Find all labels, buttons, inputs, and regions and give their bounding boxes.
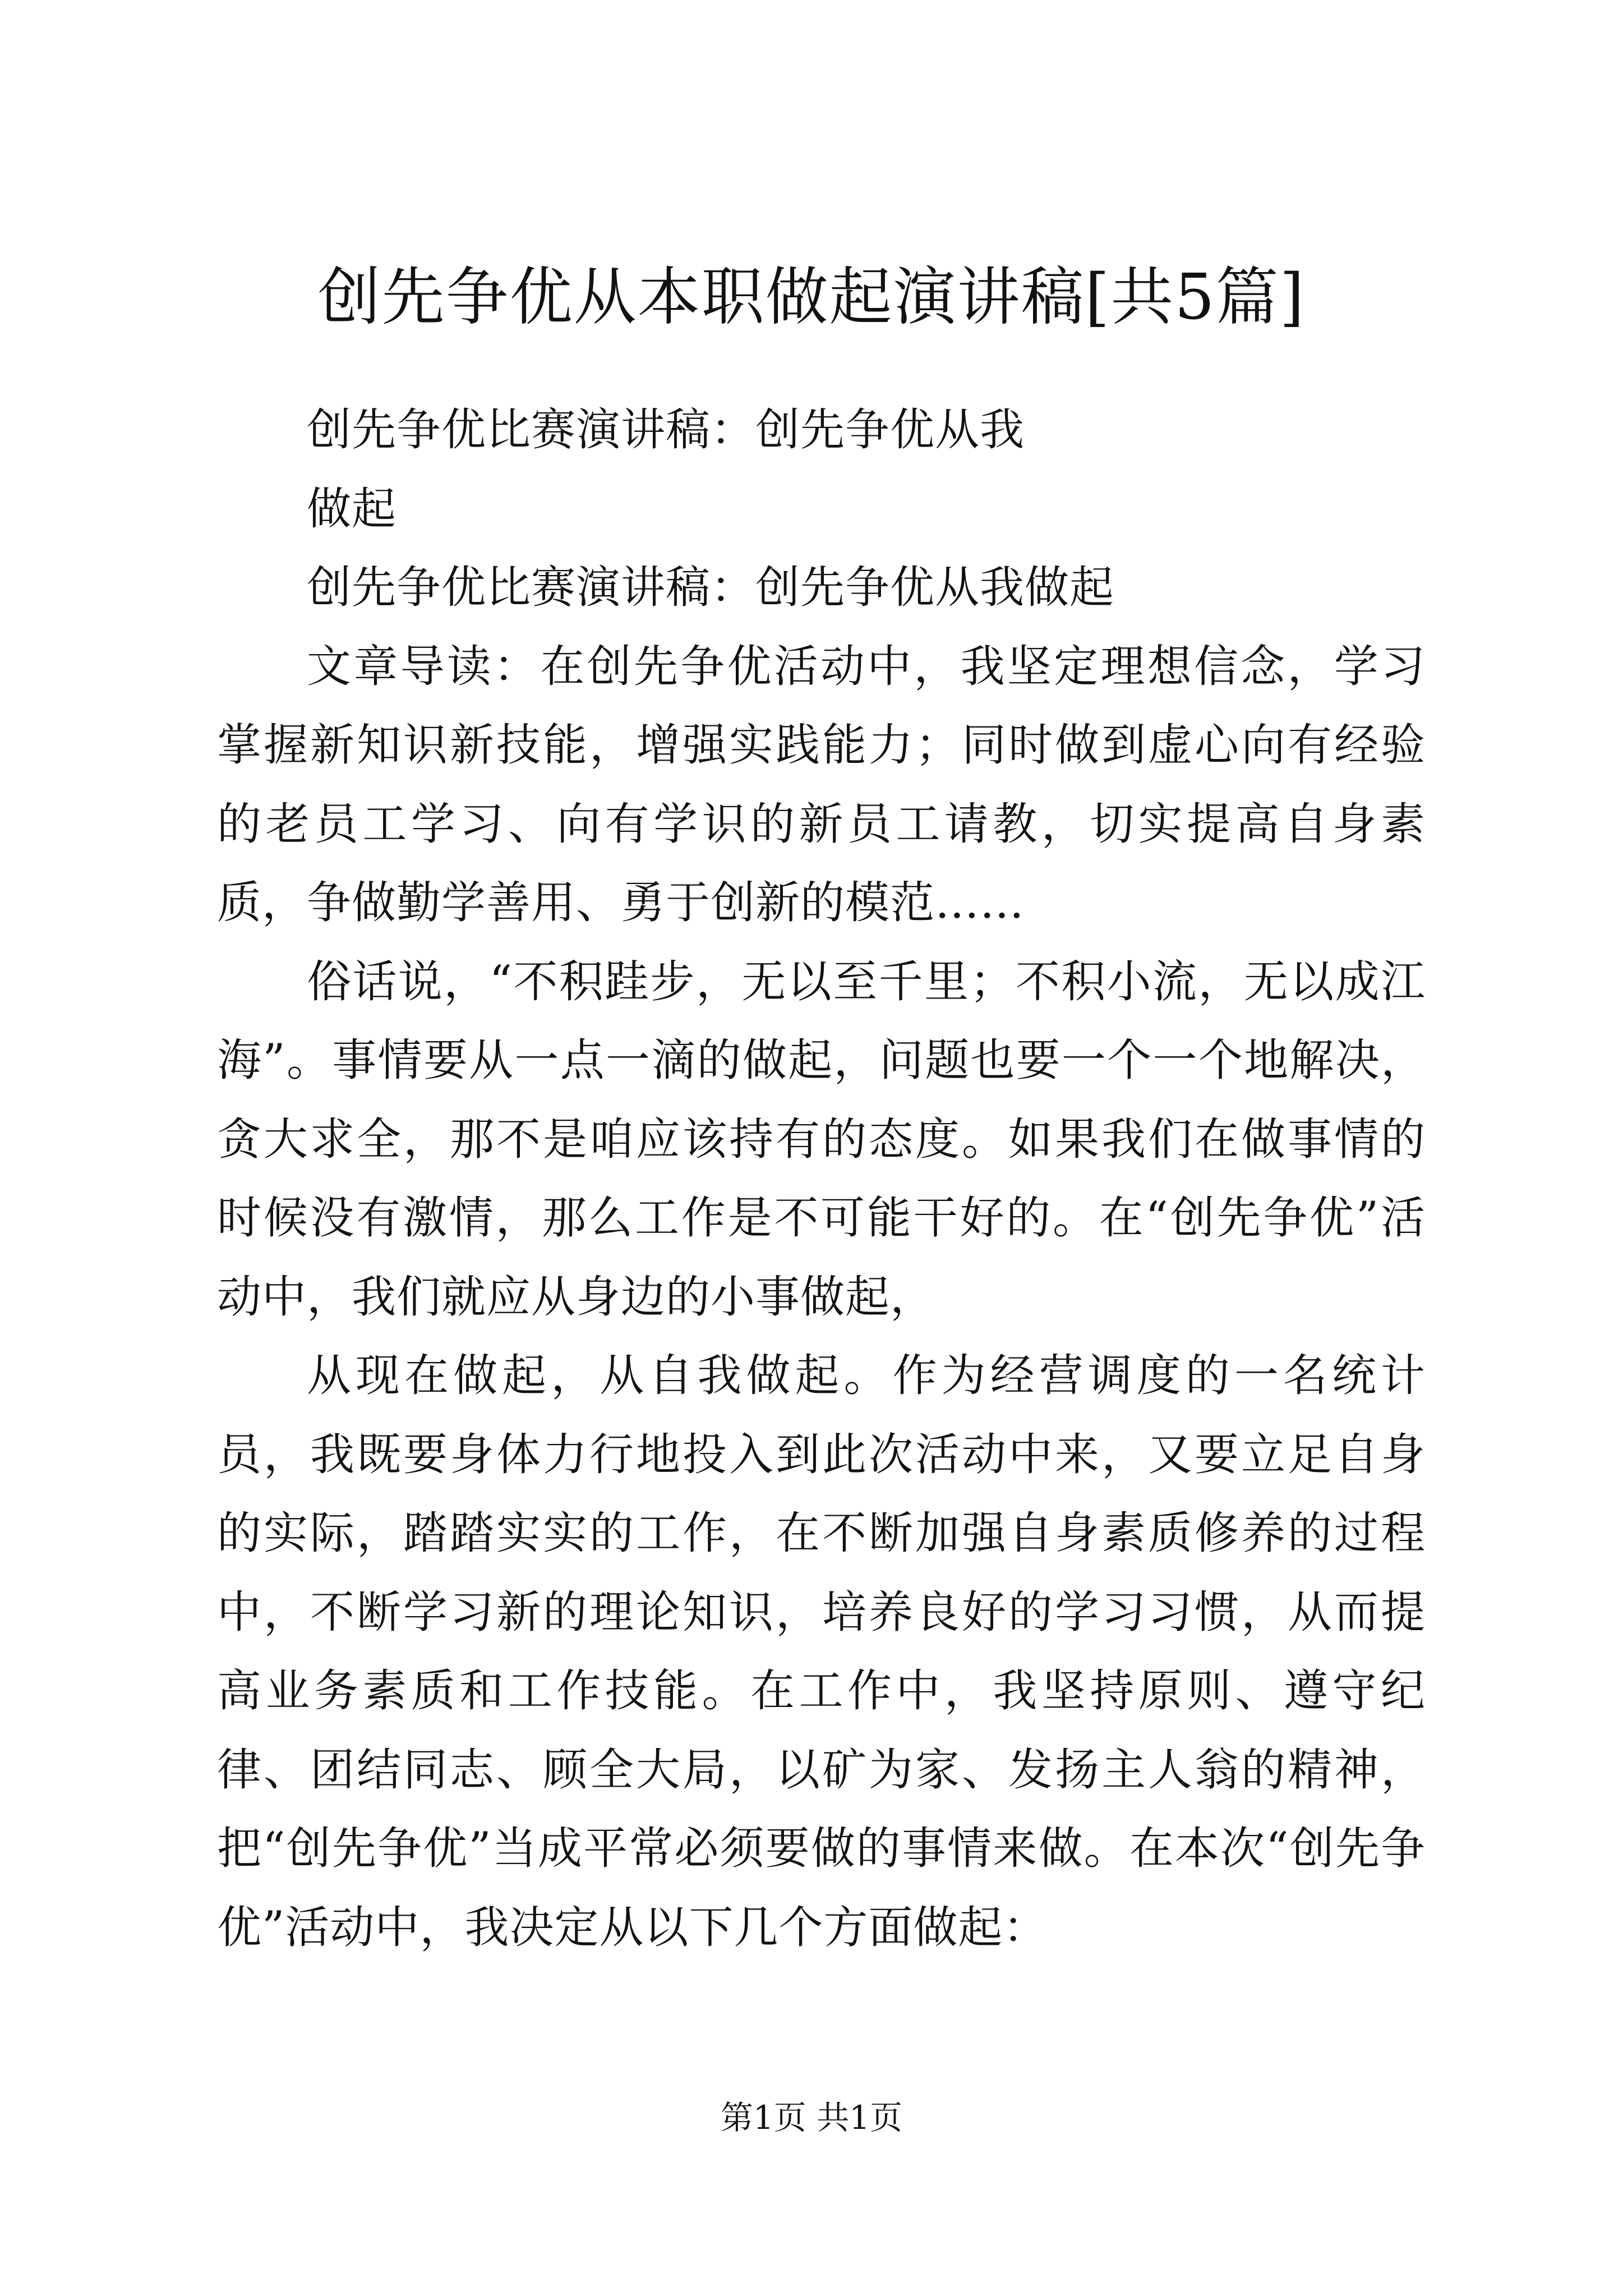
paragraph-heading: 创先争优比赛演讲稿：创先争优从我做起 [307,562,1114,613]
document-title: 创先争优从本职做起演讲稿[共5篇] [317,261,1306,334]
paragraph-proverb: 俗话说，“不积跬步，无以至千里；不积小流，无以成江海”。事情要从一点一滴的做起，问题也要一个一个地解决，贪大求全，那不是咱应该持有的态度。如果我们在做事情的时候没有激情，那么工作是不可能干好的。在“创先争优”活动中，我们就应从身边的小事做起， [217,955,1426,1323]
paragraph-subtitle-part-1: 创先争优比赛演讲稿：创先争优从我 [307,404,1025,455]
document-body [217,390,1426,1967]
paragraph-intro: 文章导读：在创先争优活动中，我坚定理想信念，学习掌握新知识新技能，增强实践能力；同时做到虚心向有经验的老员工学习、向有学识的新员工请教，切实提高自身素质，争做勤学善用、勇于创新的模范…… [217,640,1426,928]
paragraph-commitment: 从现在做起，从自我做起。作为经营调度的一名统计员，我既要身体力行地投入到此次活动中来，又要立足自身的实际，踏踏实实的工作，在不断加强自身素质修养的过程中，不断学习新的理论知识，培养良好的学习习惯，从而提高业务素质和工作技能。在工作中，我坚持原则、遵守纪律、团结同志、顾全大局，以矿为家、发扬主人翁的精神，把“创先争优”当成平常必须要做的事情来做。在本次“创先争优”活动中，我决定从以下几个方面做起： [217,1350,1426,1953]
paragraph-subtitle-part-2: 做起 [307,482,396,535]
page-footer: 第1页 共1页 [720,2099,903,2137]
